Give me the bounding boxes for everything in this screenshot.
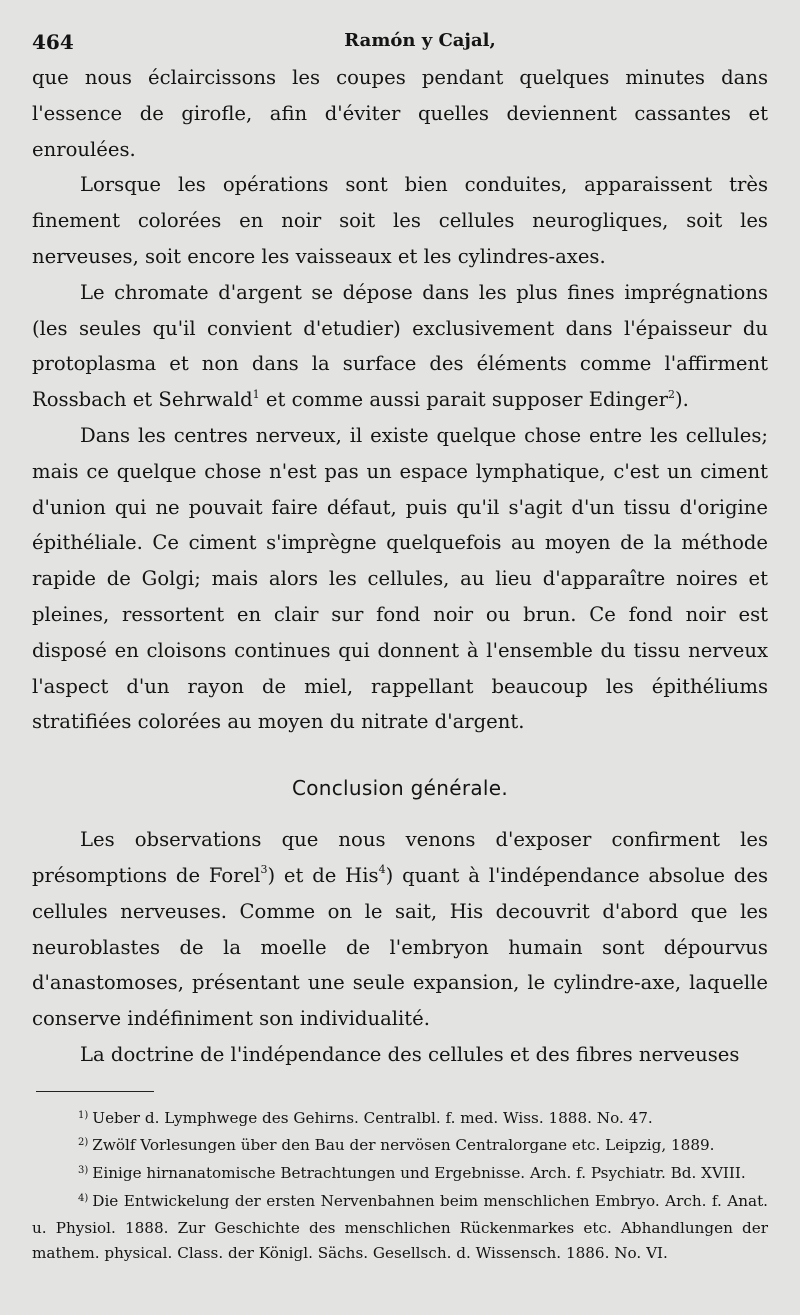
paragraph-observations-b: ) et de His: [267, 863, 379, 887]
running-header: [32, 26, 768, 60]
paragraph-operations: Lorsque les opérations sont bien conduites, apparaissent très finement colorées en noir soit les cellules neurogliques, soit les nerveuses, soit encore les vaisseaux et les cylindres-axes.: [32, 173, 768, 268]
footnote-ref-1[interactable]: 1: [252, 387, 260, 401]
paragraph-observations: [32, 822, 768, 1037]
footnote-separator: [36, 1091, 154, 1092]
footnote-mark: 2): [78, 1137, 89, 1149]
footnote-ref-3[interactable]: 3: [260, 863, 268, 877]
footnote-mark: 1): [78, 1109, 89, 1121]
paragraph-chromate-text: Le chromate d'argent se dépose dans les plus fines imprégnations (les seules qu'il convient d'etudier) exclusivement dans l'épaisseur du protoplasma et non dans la surface des éléments comme l'affirment Rossbach et Sehrwald: [32, 280, 768, 412]
paragraph-observations-a: Les observations que nous venons d'exposer confirment les présomptions de Forel: [32, 828, 768, 887]
footnote-text: Einige hirnanatomische Betrachtungen und Ergebnisse. Arch. f. Psychiatr. Bd. XVIII.: [92, 1163, 746, 1182]
paragraph-centres-nerveux: Dans les centres nerveux, il existe quelque chose entre les cellules; mais ce quelque chose n'est pas un espace lymphatique, c'est un ciment d'union qui ne pouvait faire défaut, puis qu'il s'agit d'un tissu d'origine épithéliale. Ce ciment s'imprègne quelquefois au moyen de la méthode rapide de Golgi; mais alors les cellules, au lieu d'apparaître noires et pleines, ressortent en clair sur fond noir ou brun. Ce fond noir est disposé en cloisons continues qui donnent à l'ensemble du tissu nerveux l'aspect d'un rayon de miel, rappellant beaucoup les épithéliums stratifiées colorées au moyen du nitrate d'argent.: [32, 423, 768, 734]
footnote-mark: 4): [78, 1192, 89, 1204]
paragraph-continued: que nous éclaircissons les coupes pendant quelques minutes dans l'essence de girofle, afin d'éviter quelles deviennent cassantes et enroulées.: [32, 66, 768, 161]
footnote-mark: 3): [78, 1164, 89, 1176]
footnote-3: [32, 1161, 768, 1189]
footnote-ref-4[interactable]: 4: [378, 863, 386, 877]
footnote-2: [32, 1133, 768, 1161]
section-heading: Conclusion générale.: [291, 776, 509, 801]
paragraph-chromate-end: ).: [674, 388, 689, 412]
footnotes: [32, 1106, 768, 1266]
footnote-4: [32, 1189, 768, 1266]
paragraph-doctrine: La doctrine de l'indépendance des cellules et des fibres nerveuses: [80, 1042, 740, 1066]
running-title: Ramón y Cajal,: [344, 30, 496, 51]
footnote-text: Die Entwickelung der ersten Nervenbahnen beim menschlichen Embryo. Arch. f. Anat. u. Physiol. 1888. Zur Geschichte des menschlichen Rückenmarkes etc. Abhandlungen der mathem. physical. Class. der Königl. Sächs. Gesellsch. d. Wissensch. 1886. No. VI.: [32, 1191, 768, 1262]
paragraph-chromate-text-2: et comme aussi parait supposer Edinger: [259, 388, 668, 412]
paragraph-observations-c: ) quant à l'indépendance absolue des cellules nerveuses. Comme on le sait, His decouvrit d'abord que les neuroblastes de la moelle de l'embryon humain sont dépourvus d'anastomoses, présentant une seule expansion, le cylindre-axe, laquelle conserve indéfiniment son individualité.: [32, 863, 768, 1031]
footnote-text: Ueber d. Lymphwege des Gehirns. Centralbl. f. med. Wiss. 1888. No. 47.: [92, 1108, 653, 1127]
page-number: 464: [32, 30, 74, 54]
footnote-ref-2[interactable]: 2: [667, 387, 675, 401]
paragraph-chromate: [32, 275, 768, 418]
footnote-text: Zwölf Vorlesungen über den Bau der nervösen Centralorgane etc. Leipzig, 1889.: [92, 1136, 715, 1155]
body-text: [32, 60, 768, 1073]
footnote-1: [32, 1106, 768, 1134]
